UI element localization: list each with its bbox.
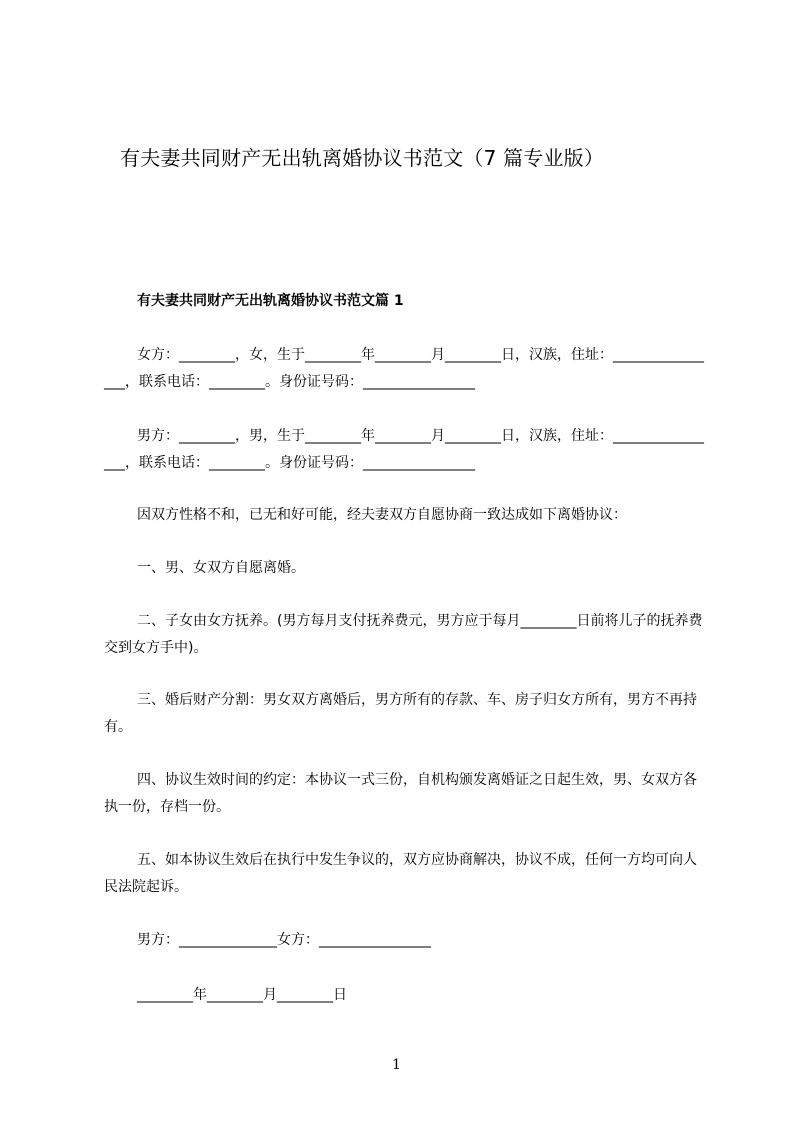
section-heading: 有夫妻共同财产无出轨离婚协议书范文篇 1 bbox=[137, 293, 404, 309]
male-party-paragraph: 男方：________，男，生于________年________月________日，汉族，住址：________________，联系电话：________。身份证号码：________________ bbox=[104, 428, 704, 471]
clause-five-paragraph: 五、如本协议生效后在执行中发生争议的，双方应协商解决，协议不成，任何一方均可向人民法院起诉。 bbox=[104, 852, 697, 895]
clause-three-paragraph: 三、婚后财产分割：男女双方离婚后，男方所有的存款、车、房子归女方所有，男方不再持有。 bbox=[104, 692, 697, 735]
agreement-intro-paragraph: 因双方性格不和，已无和好可能，经夫妻双方自愿协商一致达成如下离婚协议： bbox=[137, 507, 627, 523]
signature-line: 男方：______________女方：________________ bbox=[137, 932, 431, 948]
female-party-paragraph: 女方：________，女，生于________年________月________日，汉族，住址：________________，联系电话：________。身份证号码：________________ bbox=[104, 347, 704, 390]
clause-two-paragraph: 二、子女由女方抚养。(男方每月支付抚养费元，男方应于每月________日前将儿子的抚养费交到女方手中)。 bbox=[104, 613, 703, 656]
clause-one-paragraph: 一、男、女双方自愿离婚。 bbox=[137, 560, 305, 576]
page-number: 1 bbox=[392, 1057, 401, 1073]
document-title: 有夫妻共同财产无出轨离婚协议书范文（7 篇专业版） bbox=[120, 146, 605, 170]
clause-four-paragraph: 四、协议生效时间的约定：本协议一式三份，自机构颁发离婚证之日起生效，男、女双方各执一份，存档一份。 bbox=[104, 772, 697, 815]
date-line: ________年________月________日 bbox=[137, 987, 347, 1003]
